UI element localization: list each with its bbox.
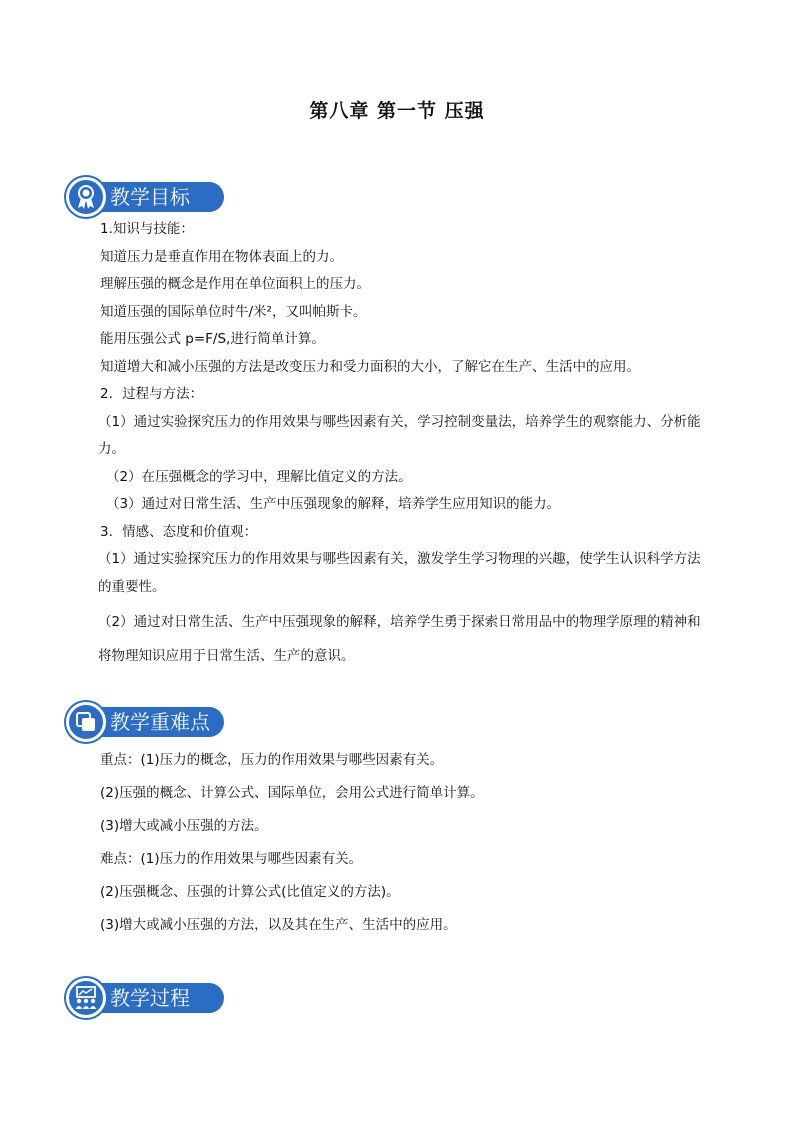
key-points-line: (2)压强概念、压强的计算公式(比值定义的方法)。: [100, 884, 400, 900]
goals-line: 能用压强公式 p=F/S,进行简单计算。: [100, 331, 325, 347]
section-header-goals: [66, 177, 224, 217]
goals-line: 3．情感、态度和价值观：: [100, 523, 258, 540]
goals-line: 2．过程与方法：: [100, 386, 204, 402]
goals-line: （3）通过对日常生活、生产中压强现象的解释，培养学生应用知识的能力。: [106, 496, 561, 512]
goals-line: （2）通过对日常生活、生产中压强现象的解释，培养学生勇于探索日常用品中的物理学原理的精神和将物理知识应用于日常生活、生产的意识。: [98, 614, 701, 664]
section-heading: 教学重难点: [86, 707, 224, 737]
goals-content: [100, 216, 720, 673]
award-ribbon-icon: [66, 177, 106, 217]
page-title: 第八章 第一节 压强: [309, 100, 485, 122]
goals-line: 理解压强的概念是作用在单位面积上的压力。: [100, 276, 370, 292]
goals-line: （2）在压强概念的学习中，理解比值定义的方法。: [106, 468, 412, 485]
goals-line: 知道增大和减小压强的方法是改变压力和受力面积的大小，了解它在生产、生活中的应用。: [100, 358, 640, 375]
goals-line: （1）通过实验探究压力的作用效果与哪些因素有关，学习控制变量法，培养学生的观察能力、分析能力。: [98, 413, 701, 457]
section-heading: 教学目标: [86, 182, 224, 212]
goals-line: 知道压强的国际单位时牛/米²，又叫帕斯卡。: [100, 303, 367, 320]
section-heading: 教学过程: [86, 983, 224, 1013]
goals-line: （1）通过实验探究压力的作用效果与哪些因素有关，激发学生学习物理的兴趣，使学生认识科学方法的重要性。: [98, 551, 701, 595]
key-points-line: (3)增大或减小压强的方法。: [100, 818, 268, 834]
key-points-line: (2)压强的概念、计算公式、国际单位，会用公式进行简单计算。: [100, 785, 484, 801]
key-points-content: [100, 744, 720, 942]
section-header-process: [66, 978, 224, 1018]
key-points-line: 难点：(1)压力的作用效果与哪些因素有关。: [100, 851, 363, 867]
goals-line: 1.知识与技能：: [100, 221, 194, 237]
section-header-key-points: [66, 702, 224, 742]
goals-line: 知道压力是垂直作用在物体表面上的力。: [100, 248, 343, 265]
presentation-group-icon: [66, 978, 106, 1018]
stacked-pages-icon: [66, 702, 106, 742]
key-points-line: 重点：(1)压力的概念，压力的作用效果与哪些因素有关。: [100, 752, 444, 768]
key-points-line: (3)增大或减小压强的方法，以及其在生产、生活中的应用。: [100, 917, 457, 933]
